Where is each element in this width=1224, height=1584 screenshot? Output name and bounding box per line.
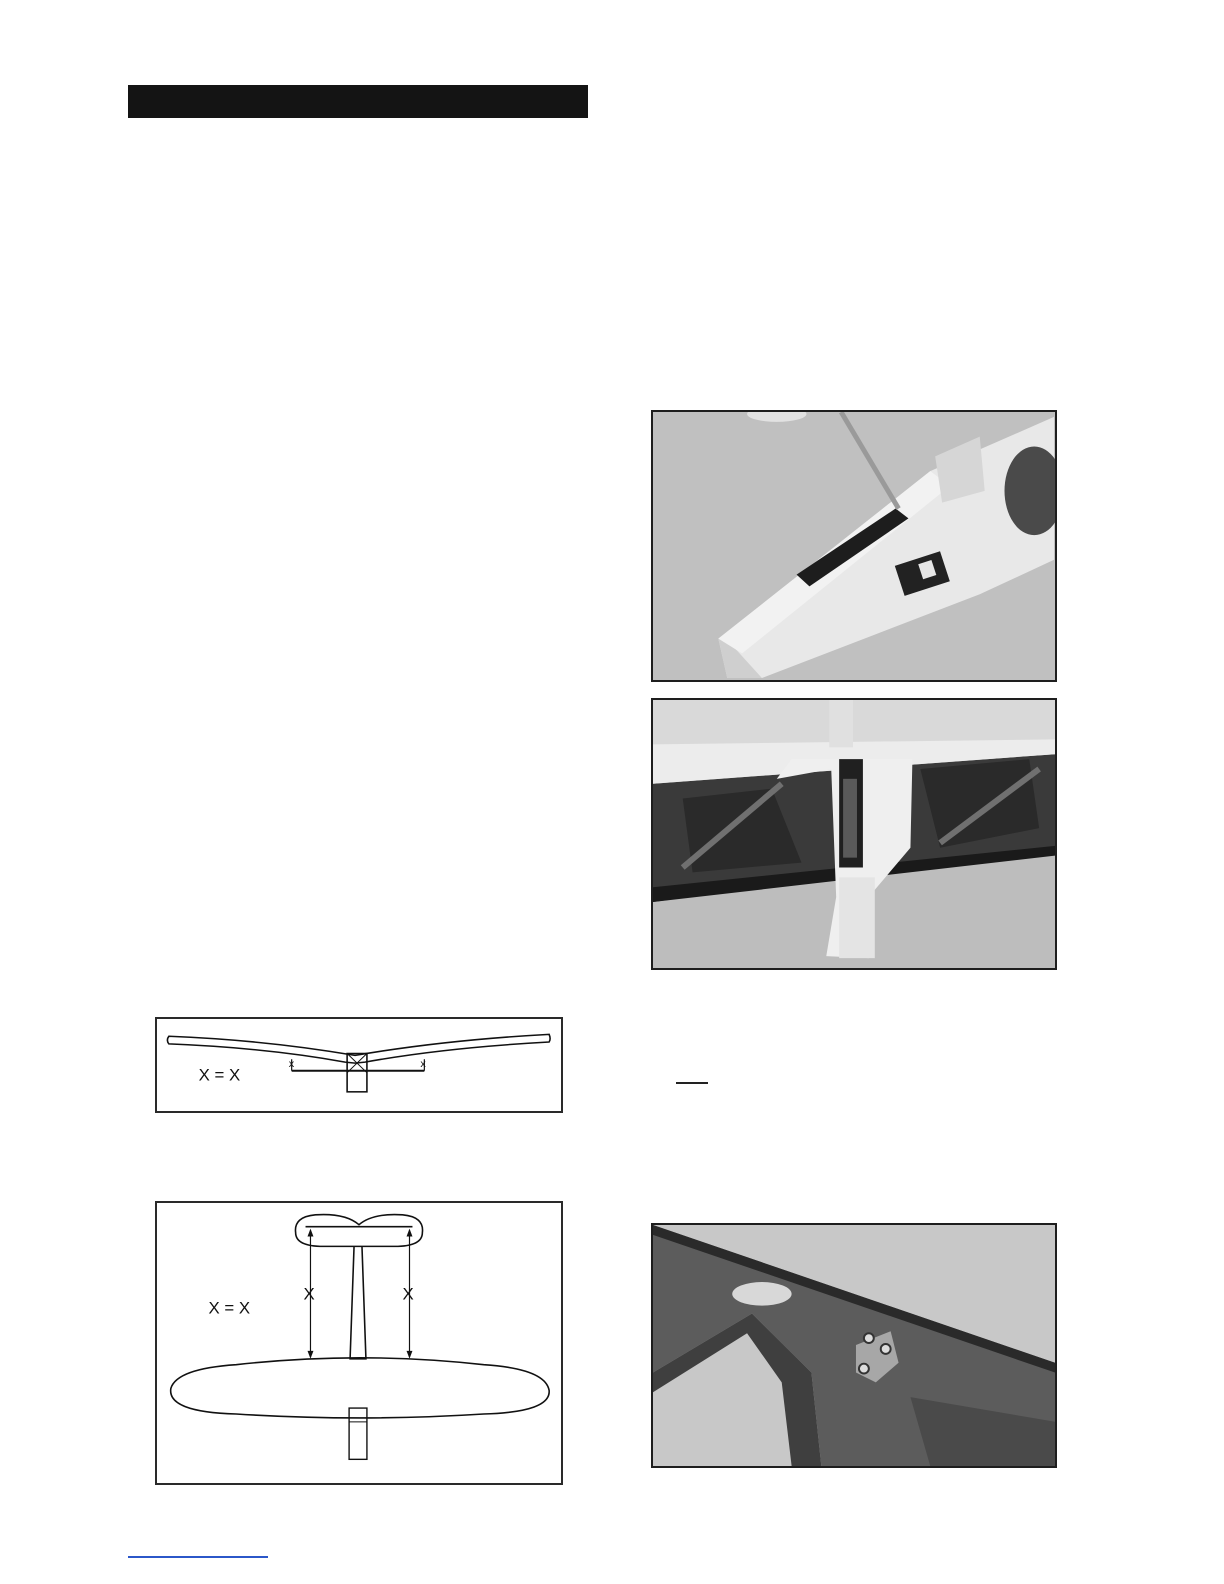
alignment-right-mark: X: [402, 1284, 414, 1304]
dihedral-left-mark: x: [288, 1058, 295, 1070]
photo-wing-joiner: [651, 698, 1057, 970]
diagram-dihedral-check: [155, 1017, 563, 1113]
dihedral-right-mark: x: [420, 1058, 426, 1070]
diagram-stab-alignment: [155, 1201, 563, 1485]
photo-wing-servo: [651, 410, 1057, 682]
section-header-bar: [128, 85, 588, 118]
underlined-word-mark: [676, 1082, 708, 1084]
alignment-left-mark: X: [303, 1284, 315, 1304]
dihedral-equation: X = X: [198, 1065, 241, 1085]
photo-hinge-plate: [651, 1223, 1057, 1468]
footer-link-underline[interactable]: [128, 1556, 268, 1558]
alignment-equation: X = X: [208, 1298, 251, 1318]
